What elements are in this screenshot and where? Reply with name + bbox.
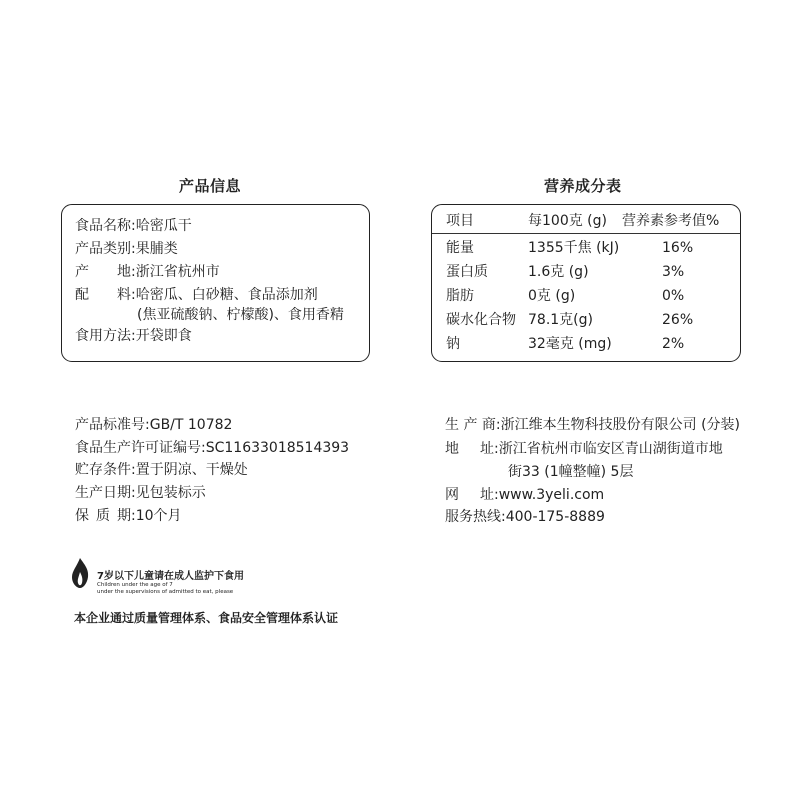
ingredients-label: 配 料:: [75, 287, 136, 303]
origin-value: 浙江省杭州市: [135, 264, 220, 280]
nutrition-amount: 1.6克 (g): [528, 264, 589, 280]
ingredients-value-line2: (焦亚硫酸钠、柠檬酸)、食用香精: [137, 307, 344, 323]
standard-value: GB/T 10782: [149, 417, 233, 433]
product-name-row: [75, 217, 192, 235]
origin-label: 产 地:: [75, 264, 136, 280]
license-row: [75, 439, 349, 457]
production-date-label: 生产日期:: [75, 485, 136, 501]
producer-label: 生 产 商:: [445, 417, 501, 433]
product-info-box: [61, 204, 370, 362]
address-value-line2: 街33 (1幢整幢) 5层: [508, 464, 634, 480]
nutrition-amount: 78.1克(g): [528, 312, 593, 328]
website-value: www.3yeli.com: [498, 487, 605, 503]
address-value: 浙江省杭州市临安区青山湖街道市地: [498, 441, 723, 457]
standard-row: [75, 416, 232, 434]
ingredients-row: [75, 286, 318, 304]
nutrition-header-per100: 每100克 (g): [528, 213, 607, 229]
product-name-label: 食品名称:: [75, 218, 136, 234]
certification-text: 本企业通过质量管理体系、食品安全管理体系认证: [74, 611, 339, 625]
usage-label: 食用方法:: [75, 328, 136, 344]
website-label: 网 址:: [445, 487, 499, 503]
nutrition-item: 蛋白质: [446, 264, 488, 280]
shelf-life-value: 10个月: [135, 508, 182, 524]
producer-row: [445, 416, 740, 434]
standard-label: 产品标准号:: [75, 417, 150, 433]
nutrition-amount: 0克 (g): [528, 288, 576, 304]
nutrition-item: 碳水化合物: [446, 312, 516, 328]
nutrition-nrv: 2%: [662, 336, 685, 352]
storage-label: 贮存条件:: [75, 462, 136, 478]
product-category-row: [75, 240, 178, 258]
warning-en-line2: under the supervisions of admitted to eat, please: [97, 589, 234, 595]
usage-value: 开袋即食: [135, 328, 192, 344]
nutrition-header-item: 项目: [446, 213, 474, 229]
nutrition-nrv: 26%: [662, 312, 694, 328]
nutrition-box: [431, 204, 741, 362]
producer-value: 浙江维本生物科技股份有限公司 (分装): [500, 417, 740, 433]
nutrition-title: 营养成分表: [544, 177, 622, 195]
nutrition-item: 能量: [446, 240, 474, 256]
hotline-row: [445, 508, 605, 526]
license-value: SC11633018514393: [205, 440, 350, 456]
nutrition-nrv: 16%: [662, 240, 694, 256]
shelf-life-row: [75, 507, 182, 525]
product-category-label: 产品类别:: [75, 241, 136, 257]
address-label: 地 址:: [445, 441, 499, 457]
storage-row: [75, 461, 248, 479]
origin-row: [75, 263, 220, 281]
product-category-value: 果脯类: [135, 241, 178, 257]
address-row: [445, 440, 723, 458]
hotline-value: 400-175-8889: [505, 509, 605, 525]
nutrition-header-nrv: 营养素参考值%: [622, 213, 720, 229]
nutrition-item: 钠: [446, 336, 460, 352]
warning-cn: 7岁以下儿童请在成人监护下食用: [97, 571, 244, 582]
product-name-value: 哈密瓜干: [135, 218, 192, 234]
flame-icon: [71, 558, 89, 588]
production-date-row: [75, 484, 206, 502]
product-info-title: 产品信息: [179, 177, 242, 195]
nutrition-item: 脂肪: [446, 288, 474, 304]
website-row: [445, 486, 604, 504]
nutrition-nrv: 0%: [662, 288, 685, 304]
shelf-life-label: 保 质 期:: [75, 508, 136, 524]
nutrition-nrv: 3%: [662, 264, 685, 280]
warning-en-line1: Children under the age of 7: [97, 582, 173, 588]
nutrition-amount: 32毫克 (mg): [528, 336, 612, 352]
nutrition-amount: 1355千焦 (kJ): [528, 240, 620, 256]
nutrition-header-divider: [432, 233, 740, 234]
hotline-label: 服务热线:: [445, 509, 506, 525]
license-label: 食品生产许可证编号:: [75, 440, 206, 456]
usage-row: [75, 327, 192, 345]
storage-value: 置于阴凉、干燥处: [135, 462, 248, 478]
production-date-value: 见包装标示: [135, 485, 206, 501]
ingredients-value: 哈密瓜、白砂糖、食品添加剂: [135, 287, 318, 303]
